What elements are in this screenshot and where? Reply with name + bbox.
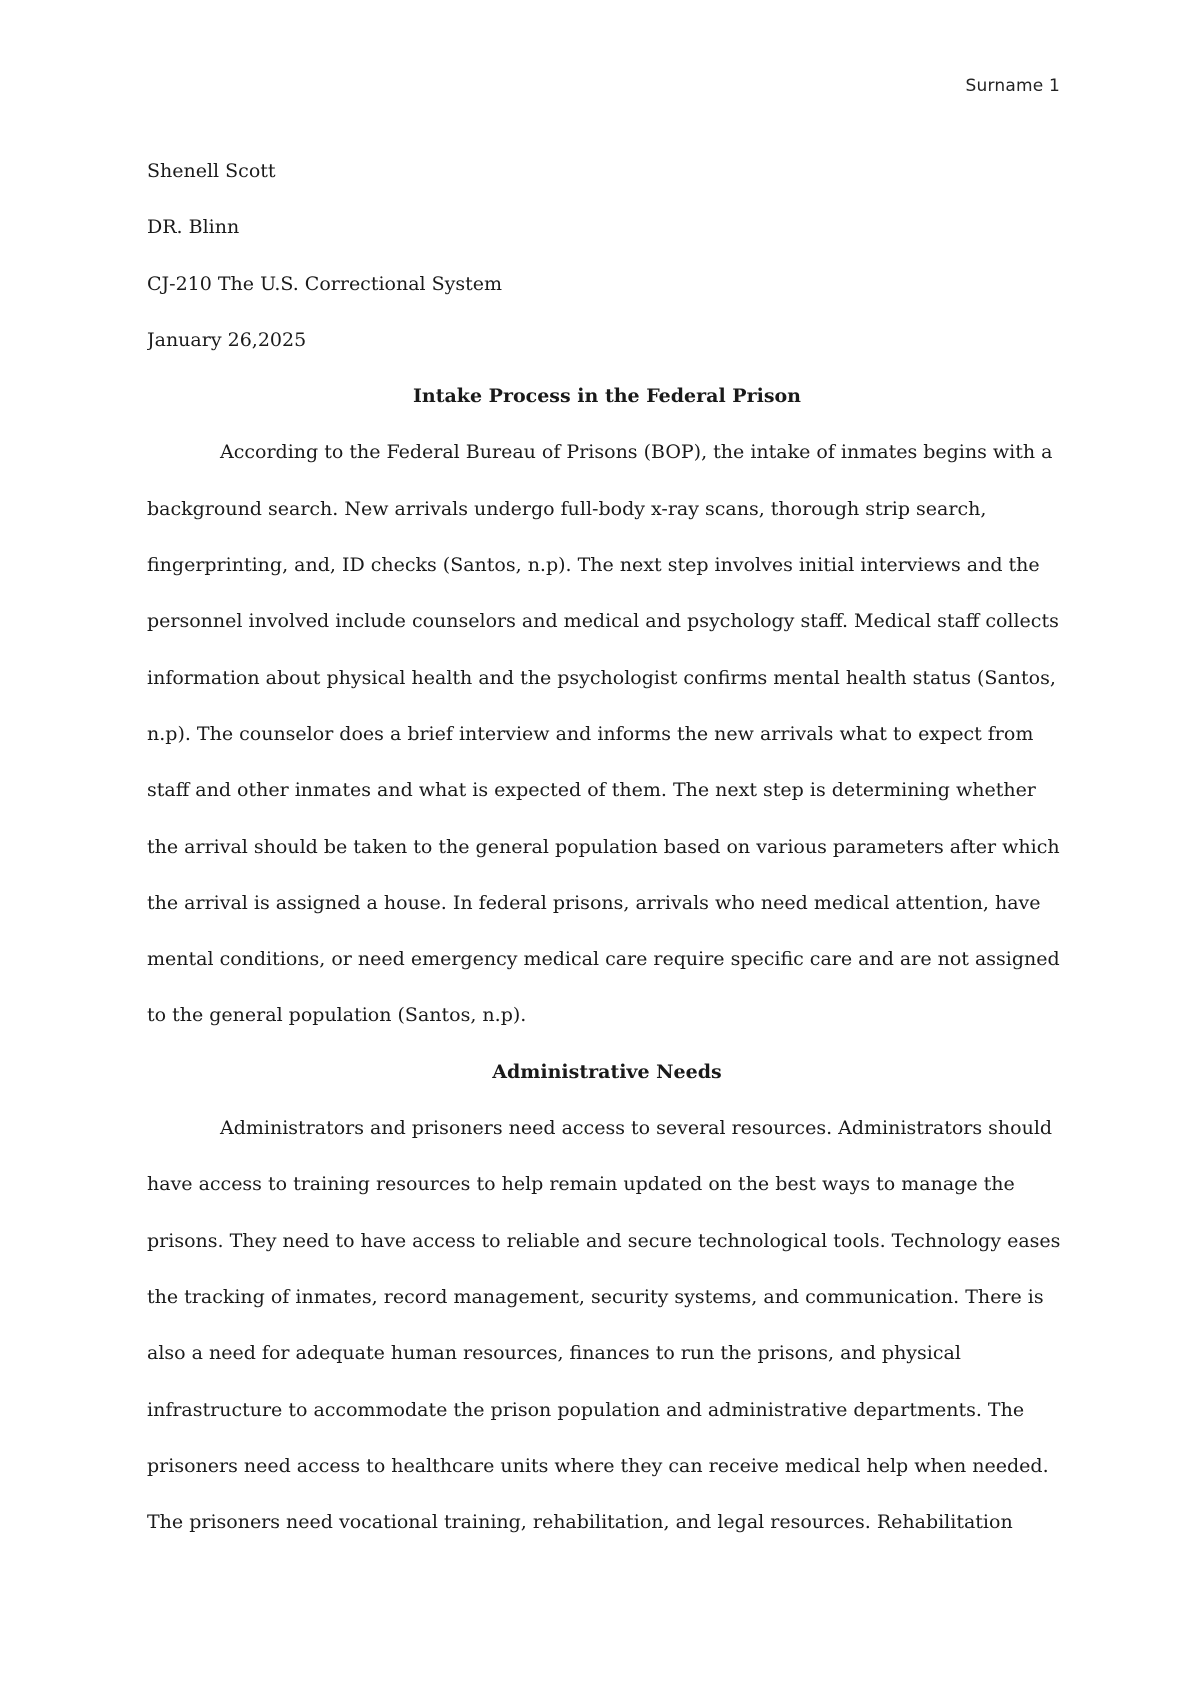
running-head: Surname 1: [965, 76, 1060, 96]
course-title: CJ-210 The U.S. Correctional System: [147, 272, 503, 295]
submission-date: January 26,2025: [147, 328, 307, 351]
document-body: [147, 143, 1067, 1550]
section-heading-intake: Intake Process in the Federal Prison: [413, 385, 801, 408]
paragraph-administrative: Administrators and prisoners need access to several resources. Administrators should have access to training resources to help remain updated on the best ways to manage the prisons. They need to have access to reliable and secure technological tools. Technology eases the tracking of inmates, record management, security systems, and communication. There is also a need for adequate human resources, finances to run the prisons, and physical infrastructure to accommodate the prison population and administrative departments. The prisoners need access to healthcare units where they can receive medical help when needed. The prisoners need vocational training, rehabilitation, and legal resources. Rehabilitation: [147, 1117, 1061, 1534]
instructor-name: DR. Blinn: [147, 216, 240, 239]
student-name: Shenell Scott: [147, 160, 276, 182]
paragraph-intake: According to the Federal Bureau of Prisons (BOP), the intake of inmates begins with a background search. New arrivals undergo full-body x-ray scans, thorough strip search, fingerprinting, and, ID checks (Santos, n.p). The next step involves initial interviews and the personnel involved include counselors and medical and psychology staff. Medical staff collects information about physical health and the psychologist confirms mental health status (Santos, n.p). The counselor does a brief interview and informs the new arrivals what to expect from staff and other inmates and what is expected of them. The next step is determining whether the arrival should be taken to the general population based on various parameters after which the arrival is assigned a house. In federal prisons, arrivals who need medical attention, have mental conditions, or need emergency medical care require specific care and are not assigned to the general population (Santos, n.p).: [147, 441, 1060, 1027]
section-heading-administrative: Administrative Needs: [492, 1060, 722, 1083]
